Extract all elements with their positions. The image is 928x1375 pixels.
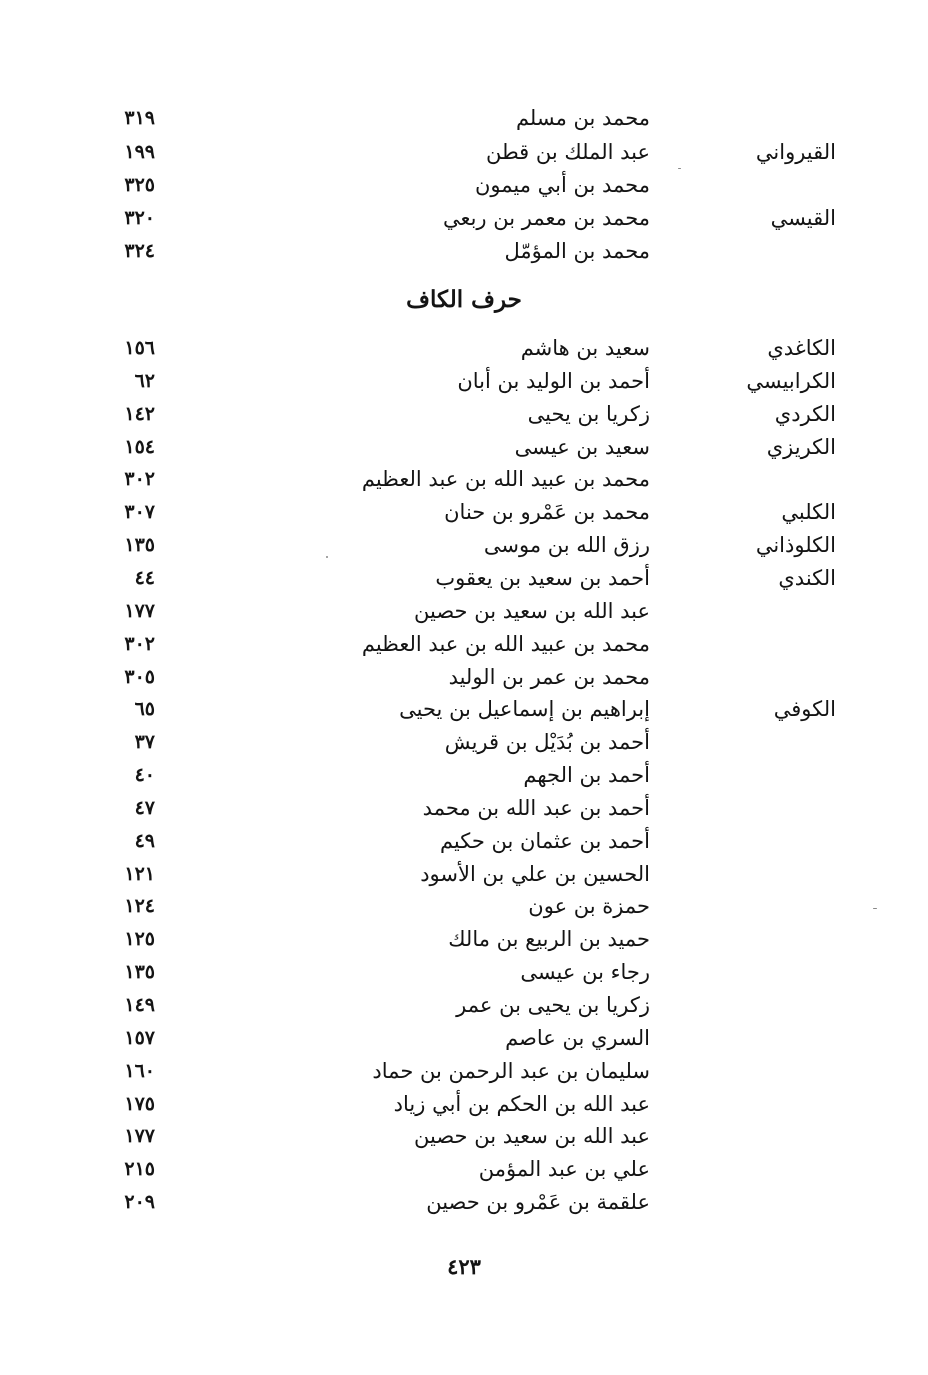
entry-page-number: ١٤٢ (124, 403, 155, 425)
entry-page-number: ١٥٤ (124, 436, 155, 458)
entry-page-number: ٣٢٤ (124, 240, 155, 262)
entry-page-number: ١٧٥ (124, 1093, 155, 1115)
entry-name: أحمد بن بُدَيْل بن قريش (444, 730, 650, 754)
entry-page-number: ٦٢ (134, 370, 155, 392)
entry-nisba: الكريزي (766, 435, 836, 459)
entry-name: أحمد بن الجهم (523, 763, 650, 787)
entry-name: حمزة بن عون (528, 894, 650, 918)
index-entry (0, 726, 928, 758)
entry-nisba: القيسي (770, 206, 836, 230)
index-entry (0, 759, 928, 791)
index-entry (0, 661, 928, 693)
entry-name: محمد بن معمر بن ربعي (442, 206, 650, 230)
index-entry (0, 136, 928, 168)
scan-speck (678, 168, 681, 169)
page-number: ٤٢٣ (447, 1254, 481, 1279)
entry-page-number: ١٢٤ (124, 895, 155, 917)
index-entry (0, 956, 928, 988)
entry-name: الحسين بن علي بن الأسود (420, 862, 650, 886)
entry-name: محمد بن عَمْرو بن حنان (444, 500, 650, 524)
entry-name: السري بن عاصم (505, 1026, 650, 1050)
index-entry (0, 1153, 928, 1185)
entry-name: إبراهيم بن إسماعيل بن يحيى (399, 697, 650, 721)
index-entry (0, 1088, 928, 1120)
index-entry (0, 890, 928, 922)
entry-page-number: ٤٤ (134, 567, 155, 589)
index-entry (0, 235, 928, 267)
index-entry (0, 365, 928, 397)
entry-name: أحمد بن عبد الله بن محمد (422, 796, 650, 820)
entry-page-number: ٤٠ (134, 764, 155, 786)
entry-name: سعيد بن هاشم (520, 336, 650, 360)
entry-name: علي بن عبد المؤمن (478, 1157, 650, 1181)
entry-page-number: ١٥٦ (124, 337, 155, 359)
section-heading-kaf: حرف الكاف (406, 286, 522, 313)
entry-name: رزق الله بن موسى (483, 533, 650, 557)
entry-page-number: ٣٠٢ (124, 468, 155, 490)
entry-name: سليمان بن عبد الرحمن بن حماد (372, 1059, 650, 1083)
entry-name: محمد بن أبي ميمون (474, 173, 650, 197)
index-entry (0, 1186, 928, 1218)
entry-nisba: الكلوذاني (755, 533, 836, 557)
index-entry (0, 825, 928, 857)
entry-name: عبد الله بن سعيد بن حصين (414, 599, 650, 623)
index-entry (0, 792, 928, 824)
entry-page-number: ٣٠٢ (124, 633, 155, 655)
entry-page-number: ٣٢٠ (124, 207, 155, 229)
entry-name: محمد بن المؤمّل (504, 239, 650, 263)
entry-name: زكريا بن يحيى بن عمر (456, 993, 650, 1017)
entry-nisba: الكوفي (773, 697, 836, 721)
index-entry (0, 989, 928, 1021)
entry-page-number: ٣١٩ (124, 107, 155, 129)
index-entry (0, 858, 928, 890)
entry-page-number: ١٦٠ (124, 1060, 155, 1082)
scan-speck (326, 556, 328, 558)
entry-name: محمد بن عمر بن الوليد (448, 665, 650, 689)
index-entry (0, 628, 928, 660)
index-entry (0, 595, 928, 627)
index-entry (0, 431, 928, 463)
scan-speck (873, 908, 877, 909)
entry-page-number: ٦٥ (134, 698, 155, 720)
entry-page-number: ١٢١ (124, 863, 155, 885)
index-entry (0, 1022, 928, 1054)
index-entry (0, 562, 928, 594)
entry-name: أحمد بن سعيد بن يعقوب (435, 566, 650, 590)
index-entry (0, 1120, 928, 1152)
entry-name: عبد الملك بن قطن (485, 140, 650, 164)
entry-nisba: الكاغدي (767, 336, 836, 360)
entry-name: رجاء بن عيسى (520, 960, 650, 984)
entry-page-number: ٢١٥ (124, 1158, 155, 1180)
index-entry (0, 398, 928, 430)
entry-name: عبد الله بن الحكم بن أبي زياد (393, 1092, 650, 1116)
index-entry (0, 202, 928, 234)
entry-page-number: ٢٠٩ (124, 1191, 155, 1213)
entry-page-number: ٤٩ (134, 830, 155, 852)
entry-page-number: ١٩٩ (124, 141, 155, 163)
entry-page-number: ٣٧ (134, 731, 155, 753)
index-entry (0, 102, 928, 134)
index-entry (0, 169, 928, 201)
index-entry (0, 496, 928, 528)
entry-name: أحمد بن الوليد بن أبان (457, 369, 650, 393)
entry-page-number: ١٧٧ (124, 1125, 155, 1147)
entry-nisba: الكلبي (781, 500, 836, 524)
index-entry (0, 463, 928, 495)
entry-page-number: ٣٢٥ (124, 174, 155, 196)
entry-page-number: ١٧٧ (124, 600, 155, 622)
entry-name: علقمة بن عَمْرو بن حصين (426, 1190, 650, 1214)
index-entry (0, 332, 928, 364)
entry-page-number: ٣٠٥ (124, 666, 155, 688)
entry-page-number: ١٣٥ (124, 961, 155, 983)
entry-nisba: الكردي (774, 402, 836, 426)
entry-name: زكريا بن يحيى (527, 402, 650, 426)
entry-page-number: ١٤٩ (124, 994, 155, 1016)
index-entry (0, 693, 928, 725)
entry-name: حميد بن الربيع بن مالك (448, 927, 650, 951)
entry-name: سعيد بن عيسى (514, 435, 650, 459)
index-entry (0, 923, 928, 955)
entry-nisba: القيرواني (755, 140, 836, 164)
entry-page-number: ١٥٧ (124, 1027, 155, 1049)
entry-name: محمد بن عبيد الله بن عبد العظيم (361, 632, 650, 656)
index-entry (0, 1055, 928, 1087)
entry-name: عبد الله بن سعيد بن حصين (414, 1124, 650, 1148)
entry-name: محمد بن مسلم (515, 106, 650, 130)
entry-page-number: ٤٧ (134, 797, 155, 819)
entry-nisba: الكندي (778, 566, 836, 590)
entry-name: محمد بن عبيد الله بن عبد العظيم (361, 467, 650, 491)
entry-nisba: الكرابيسي (746, 369, 836, 393)
entry-page-number: ٣٠٧ (124, 501, 155, 523)
entry-page-number: ١٢٥ (124, 928, 155, 950)
entry-name: أحمد بن عثمان بن حكيم (439, 829, 650, 853)
entry-page-number: ١٣٥ (124, 534, 155, 556)
index-entry (0, 529, 928, 561)
